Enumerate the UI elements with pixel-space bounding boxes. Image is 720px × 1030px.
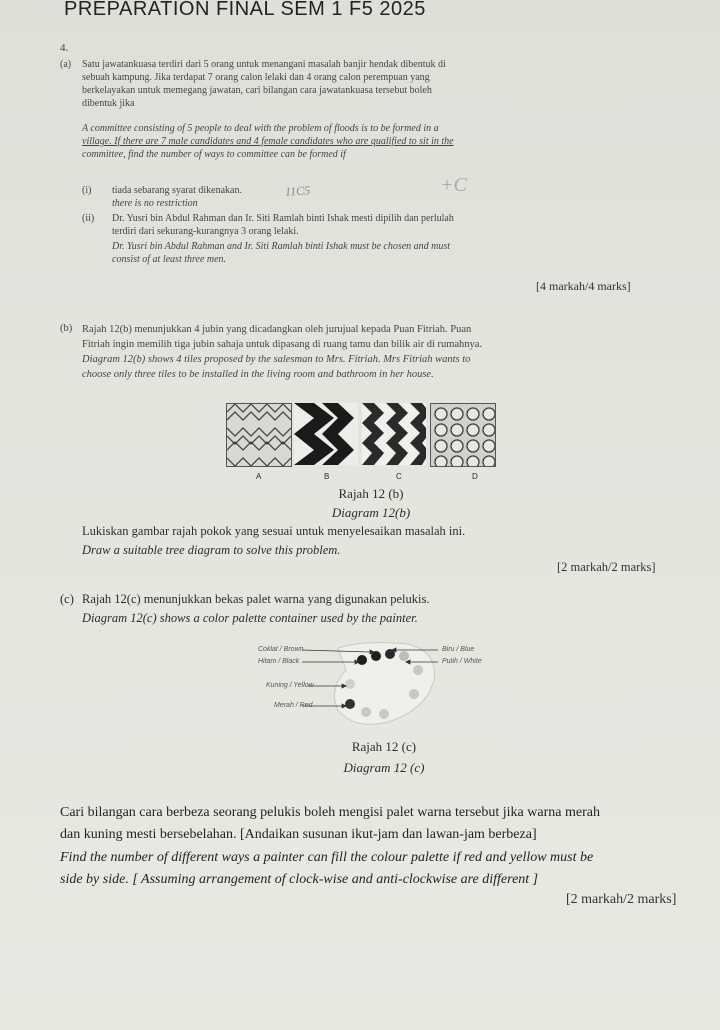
handwriting-note: 11C5	[284, 183, 311, 199]
tile-d	[430, 403, 496, 467]
part-c-question-english: Find the number of different ways a painter can fill the colour palette if red and yellow must be side by side. [ Assuming arrangement of clock-wise and anti-clockwise are different ]	[60, 850, 594, 887]
part-c-question-malay: Cari bilangan cara berbeza seorang pelukis boleh mengisi palet warna tersebut jika warna merah dan kuning mesti bersebelahan. [Andaikan susunan ikut-jam dan lawan-jam berbeza]	[60, 805, 600, 842]
tile-label-a: A	[256, 472, 262, 481]
part-a-ii-label: (ii)	[82, 213, 95, 224]
part-a-label: (a)	[60, 59, 72, 70]
part-a-ii-malay: Dr. Yusri bin Abdul Rahman dan Ir. Siti Ramlah binti Ishak mesti dipilih dan perlulah terdiri dari sekurang-kurangnya 3 orang lelaki.	[112, 213, 454, 237]
tile-a	[226, 403, 292, 467]
palette-label-yellow: Kuning / Yellow	[266, 682, 314, 689]
part-a-malay: Satu jawatankuasa terdiri dari 5 orang untuk menangani masalah banjir hendak dibentuk di sebuah kampung. Jika terdapat 7 orang calon lelaki dan 4 orang calon perempuan yang berkelayakan untuk memegang jawatan, cari bilangan cara jawatankuasa tersebut boleh dibentuk jika	[82, 59, 446, 109]
part-a-english: A committee consisting of 5 people to deal with the problem of floods is to be formed in a village. If there are 7 male candidates and 4 female candidates who are qualified to sit in the committee, find the number of ways to committee can be formed if	[82, 123, 454, 160]
palette-label-brown: Coklat / Brown	[258, 646, 304, 653]
part-c-english: Diagram 12(c) shows a color palette container used by the painter.	[82, 611, 418, 625]
part-b-label: (b)	[60, 323, 73, 334]
part-a-i-english: there is no restriction	[112, 198, 198, 209]
part-c-malay: Rajah 12(c) menunjukkan bekas palet warna yang digunakan pelukis.	[82, 592, 430, 606]
palette-label-red: Merah / Red	[274, 702, 313, 709]
part-b-malay: Rajah 12(b) menunjukkan 4 jubin yang dicadangkan oleh jurujual kepada Puan Fitriah. Puan Fitriah ingin memilih tiga jubin sahaja untuk dipasang di ruang tamu dan bilik air di rumahnya.	[82, 324, 483, 350]
page-title: PREPARATION FINAL SEM 1 F5 2025	[64, 0, 426, 20]
part-b-caption-english: Diagram 12(b)	[331, 505, 411, 520]
palette-label-blue: Biru / Blue	[442, 646, 475, 653]
tiles-diagram	[226, 403, 494, 469]
part-c-label: (c)	[60, 592, 74, 606]
question-number: 4.	[60, 42, 69, 54]
palette-label-white: Putih / White	[442, 658, 482, 665]
part-a-ii-english: Dr. Yusri bin Abdul Rahman and Ir. Siti Ramlah binti Ishak must be chosen and must consist of at least three men.	[112, 241, 451, 265]
tile-label-c: C	[396, 472, 402, 481]
part-c-marks: [2 markah/2 marks]	[566, 892, 677, 907]
part-a-marks: [4 markah/4 marks]	[536, 279, 631, 293]
tile-c	[362, 403, 426, 465]
part-b-marks: [2 markah/2 marks]	[557, 560, 656, 574]
part-a-i-malay: tiada sebarang syarat dikenakan.	[112, 185, 242, 196]
palette-label-black: Hitam / Black	[258, 658, 300, 665]
part-a-i-label: (i)	[82, 185, 92, 196]
tile-label-d: D	[472, 472, 478, 481]
part-b-caption-malay: Rajah 12 (b)	[338, 486, 404, 501]
tile-b	[294, 403, 358, 465]
part-c-caption-english: Diagram 12 (c)	[343, 760, 425, 775]
part-c-caption-malay: Rajah 12 (c)	[351, 739, 417, 754]
tile-label-b: B	[324, 472, 330, 481]
handwriting-note-2: +C	[440, 174, 467, 196]
part-b-instruction-malay: Lukiskan gambar rajah pokok yang sesuai untuk menyelesaikan masalah ini.	[82, 524, 466, 538]
part-b-instruction-english: Draw a suitable tree diagram to solve this problem.	[82, 543, 341, 557]
part-b-english: Diagram 12(b) shows 4 tiles proposed by the salesman to Mrs. Fitriah. Mrs Fitriah wants to choose only three tiles to be installed in the living room and bathroom in her house.	[82, 354, 471, 380]
